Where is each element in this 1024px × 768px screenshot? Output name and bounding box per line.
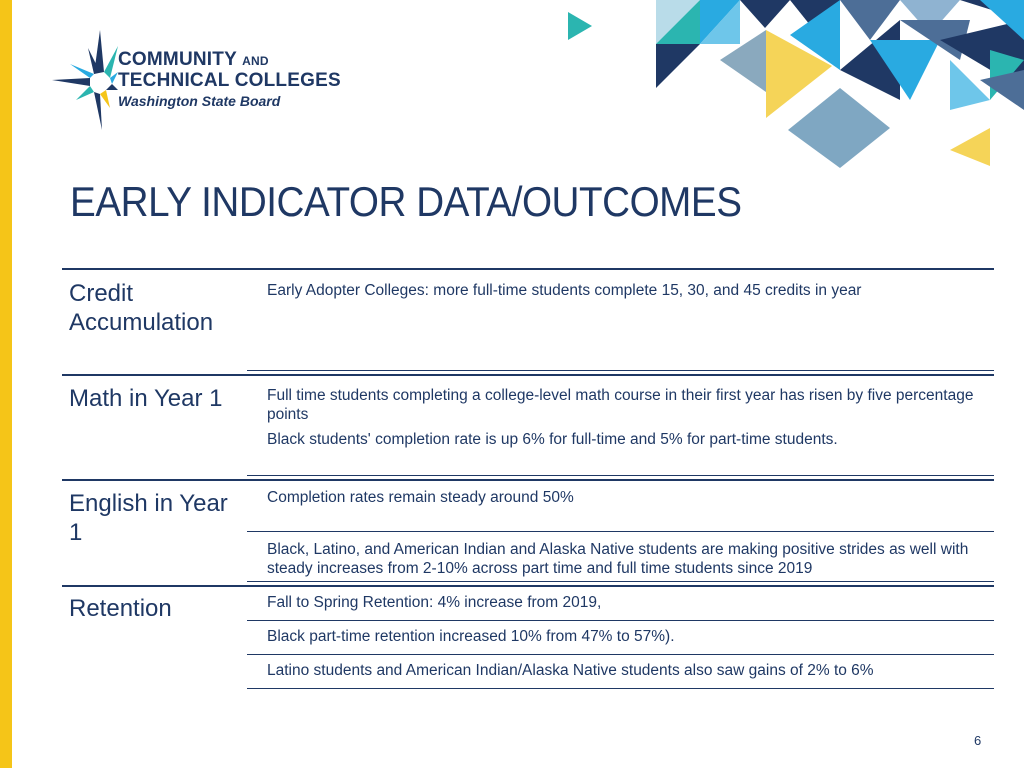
table-top-rule	[62, 268, 994, 270]
table-cell: Black part-time retention increased 10% from 47% to 57%).	[267, 628, 675, 645]
page-title: EARLY INDICATOR DATA/OUTCOMES	[70, 178, 742, 225]
row-category-math-in-year-1: Math in Year 1	[69, 385, 223, 412]
table-cell: Completion rates remain steady around 50%	[267, 489, 574, 506]
logo-line1-and: AND	[242, 54, 269, 68]
page-number: 6	[974, 733, 982, 748]
row-category-credit-accumulation: Credit Accumulation	[69, 280, 214, 336]
row-divider	[62, 479, 994, 481]
cell-divider	[247, 654, 994, 655]
table-cell: Fall to Spring Retention: 4% increase from 2019,	[267, 594, 602, 611]
logo-line2: TECHNICAL COLLEGES	[118, 70, 341, 91]
table-bottom-rule	[247, 688, 994, 689]
table-cell: Full time students completing a college-level math course in their first year has risen by five percentage points	[267, 387, 974, 423]
row-divider	[247, 370, 994, 371]
table-cell: Black, Latino, and American Indian and Alaska Native students are making positive strides as well with steady increases from 2-10% across part time and full time students since 2019	[267, 541, 969, 577]
row-divider	[247, 581, 994, 582]
left-accent-bar	[0, 0, 12, 768]
decorative-triangles-graphic	[540, 0, 1024, 180]
logo-line1-main: COMMUNITY	[118, 49, 237, 70]
table-cell: Black students' completion rate is up 6% for full-time and 5% for part-time students.	[267, 431, 838, 448]
row-divider	[62, 374, 994, 376]
table-cell: Early Adopter Colleges: more full-time students complete 15, 30, and 45 credits in year	[267, 282, 862, 299]
cell-divider	[247, 620, 994, 621]
table-cell: Latino students and American Indian/Alaska Native students also saw gains of 2% to 6%	[267, 662, 874, 679]
cell-divider	[247, 531, 994, 532]
logo-wordmark	[118, 50, 341, 111]
row-divider	[247, 475, 994, 476]
row-category-english-in-year-1: English in Year 1	[69, 490, 228, 546]
logo-line3: Washington State Board	[118, 93, 281, 109]
row-category-retention: Retention	[69, 595, 172, 622]
row-divider	[62, 585, 994, 587]
